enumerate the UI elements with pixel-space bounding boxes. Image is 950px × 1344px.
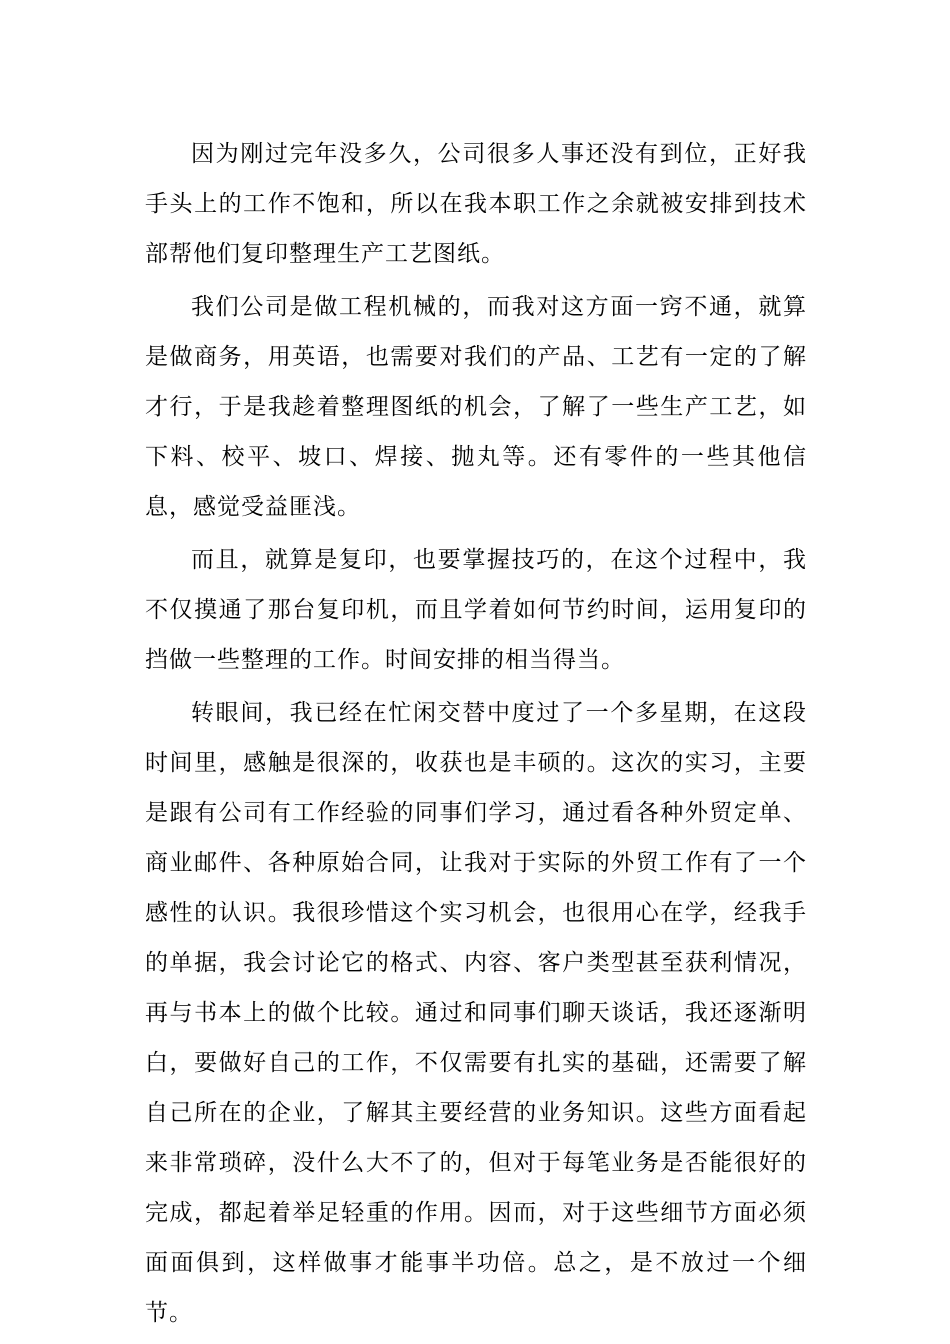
paragraph-1: 因为刚过完年没多久，公司很多人事还没有到位，正好我手头上的工作不饱和，所以在我本职工作之余就被安排到技术部帮他们复印整理生产工艺图纸。 (145, 141, 807, 267)
paragraph-2: 我们公司是做工程机械的，而我对这方面一窍不通，就算是做商务，用英语，也需要对我们的产品、工艺有一定的了解才行，于是我趁着整理图纸的机会，了解了一些生产工艺，如下料、校平、坡口、焊接、抛丸等。还有零件的一些其他信息，感觉受益匪浅。 (145, 294, 807, 520)
paragraph-4: 转眼间，我已经在忙闲交替中度过了一个多星期，在这段时间里，感触是很深的，收获也是丰硕的。这次的实习，主要是跟有公司有工作经验的同事们学习，通过看各种外贸定单、商业邮件、各种原始合同，让我对于实际的外贸工作有了一个感性的认识。我很珍惜这个实习机会，也很用心在学，经我手的单据，我会讨论它的格式、内容、客户类型甚至获利情况，再与书本上的做个比较。通过和同事们聊天谈话，我还逐渐明白，要做好自己的工作，不仅需要有扎实的基础，还需要了解自己所在的企业，了解其主要经营的业务知识。这些方面看起来非常琐碎，没什么大不了的，但对于每笔业务是否能很好的完成，都起着举足轻重的作用。因而，对于这些细节方面必须面面俱到，这样做事才能事半功倍。总之，是不放过一个细节。 (145, 700, 807, 1326)
paragraph-3: 而且，就算是复印，也要掌握技巧的，在这个过程中，我不仅摸通了那台复印机，而且学着如何节约时间，运用复印的挡做一些整理的工作。时间安排的相当得当。 (145, 547, 807, 673)
document-body (145, 129, 807, 1341)
